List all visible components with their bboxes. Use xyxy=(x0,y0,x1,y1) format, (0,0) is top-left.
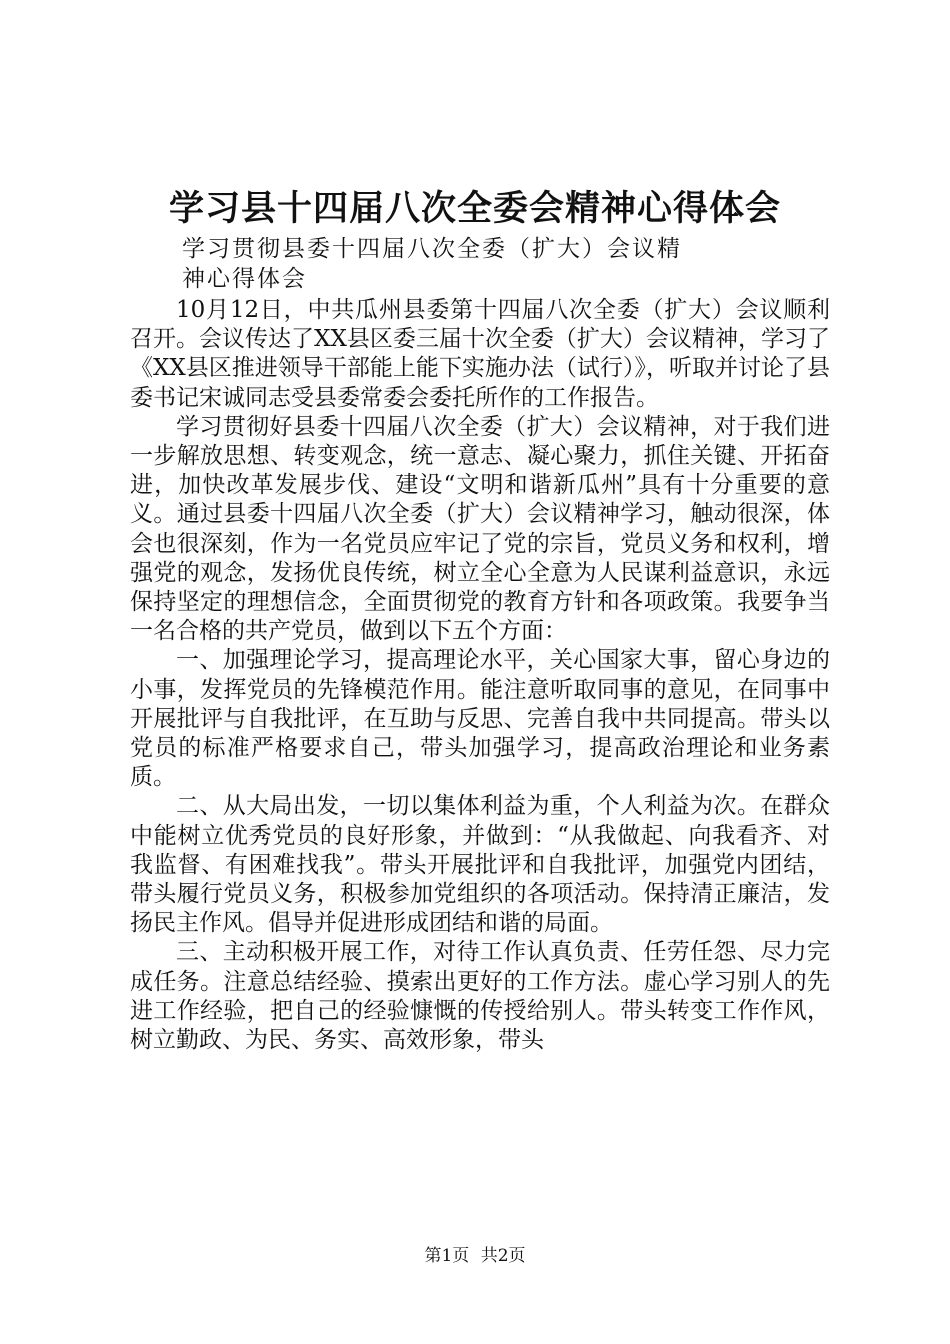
paragraph-5: 三、主动积极开展工作，对待工作认真负责、任劳任怨、尽力完成任务。注意总结经验、摸索出更好的工作方法。虚心学习别人的先进工作经验，把自己的经验慷慨的传授给别人。带头转变工作作风，树立勤政、为民、务实、高效形象，带头 xyxy=(130,939,830,1054)
document-subtitle: 学习贯彻县委十四届八次全委（扩大）会议精神心得体会 xyxy=(182,236,682,292)
paragraph-3: 一、加强理论学习，提高理论水平，关心国家大事，留心身边的小事，发挥党员的先锋模范作用。能注意听取同事的意见，在同事中开展批评与自我批评，在互助与反思、完善自我中共同提高。带头以党员的标准严格要求自己，带头加强学习，提高政治理论和业务素质。 xyxy=(130,647,830,791)
page-footer xyxy=(0,1244,950,1268)
page-number-total: 共2页 xyxy=(480,1246,526,1266)
document-title: 学习县十四届八次全委会精神心得体会 xyxy=(168,188,781,229)
paragraph-4: 二、从大局出发，一切以集体利益为重，个人利益为次。在群众中能树立优秀党员的良好形象，并做到：“从我做起、向我看齐、对我监督、有困难找我”。带头开展批评和自我批评，加强党内团结，带头履行党员义务，积极参加党组织的各项活动。保持清正廉洁，发扬民主作风。倡导并促进形成团结和谐的局面。 xyxy=(130,793,830,937)
document-body xyxy=(130,296,830,1055)
paragraph-1: 10月12日，中共瓜州县委第十四届八次全委（扩大）会议顺利召开。会议传达了XX县区委三届十次全委（扩大）会议精神，学习了《XX县区推进领导干部能上能下实施办法（试行）》，听取并讨论了县委书记宋诚同志受县委常委会委托所作的工作报告。 xyxy=(130,297,830,411)
paragraph-2: 学习贯彻好县委十四届八次全委（扩大）会议精神，对于我们进一步解放思想、转变观念，统一意志、凝心聚力，抓住关键、开拓奋进，加快改革发展步伐、建设“文明和谐新瓜州”具有十分重要的意义。通过县委十四届八次全委（扩大）会议精神学习，触动很深，体会也很深刻，作为一名党员应牢记了党的宗旨，党员义务和权利，增强党的观念，发扬优良传统，树立全心全意为人民谋利益意识，永远保持坚定的理想信念，全面贯彻党的教育方针和各项政策。我要争当一名合格的共产党员，做到以下五个方面： xyxy=(130,413,830,645)
page-number-current: 第1页 xyxy=(424,1246,470,1266)
